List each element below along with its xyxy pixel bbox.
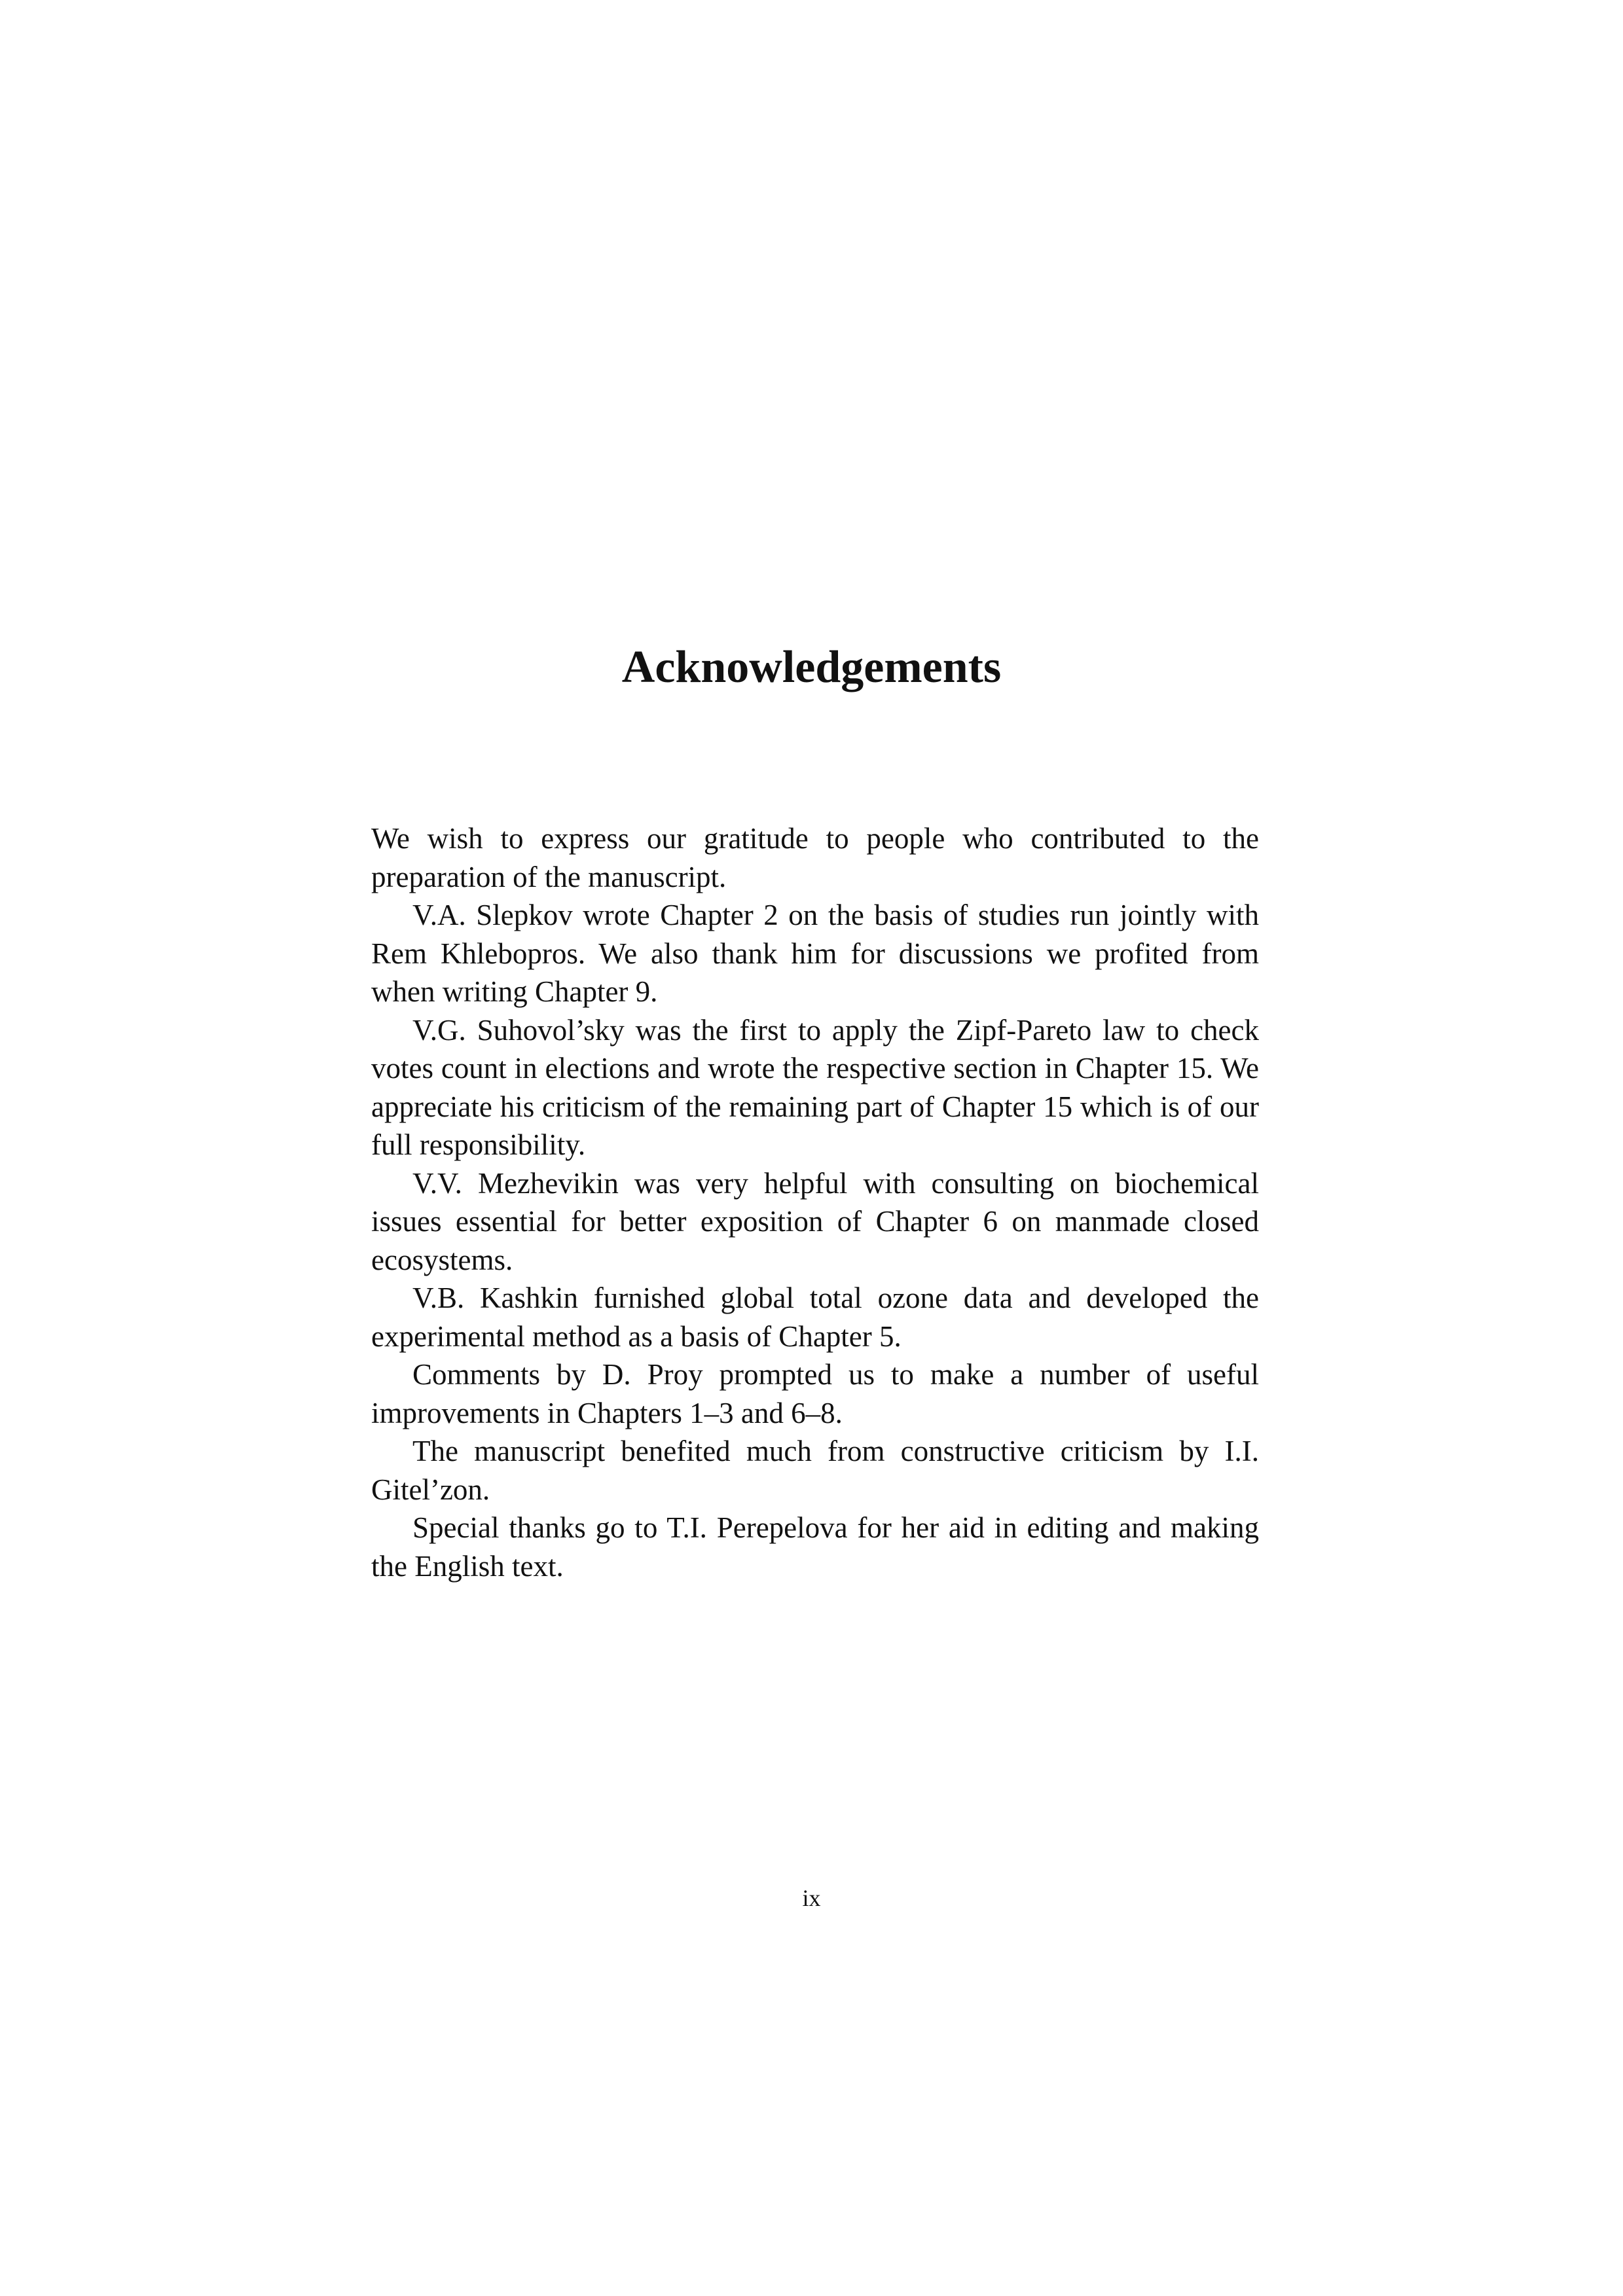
paragraph-intro: We wish to express our gratitude to people who contributed to the preparation of the manuscript. — [371, 822, 1259, 893]
paragraph-slepkov: V.A. Slepkov wrote Chapter 2 on the basis of studies run jointly with Rem Khlebopros. We also thank him for discussions we profited from when writing Chapter 9. — [371, 899, 1259, 1008]
page-title: Acknowledgements — [621, 642, 1002, 692]
acknowledgements-body — [371, 819, 1259, 1585]
paragraph-mezhevikin: V.V. Mezhevikin was very helpful with consulting on biochemical issues essential for better exposition of Chapter 6 on manmade closed ecosystems. — [371, 1166, 1259, 1276]
paragraph-perepelova: Special thanks go to T.I. Perepelova for her aid in editing and making the English text. — [371, 1511, 1259, 1583]
page-number: ix — [802, 1885, 821, 1911]
paragraph-suhovolsky: V.G. Suhovol’sky was the first to apply the Zipf-Pareto law to check votes count in elections and wrote the respective section in Chapter 15. We appreciate his criticism of the remaining part of Chapter 15 which is of our full responsibility. — [371, 1013, 1259, 1161]
paragraph-kashkin: V.B. Kashkin furnished global total ozone data and developed the experimental method as a basis of Chapter 5. — [371, 1282, 1259, 1353]
paragraph-gitelzon: The manuscript benefited much from constructive criticism by I.I. Gitel’zon. — [371, 1435, 1259, 1506]
paragraph-proy: Comments by D. Proy prompted us to make a number of useful improvements in Chapters 1–3 and 6–8. — [371, 1358, 1259, 1429]
